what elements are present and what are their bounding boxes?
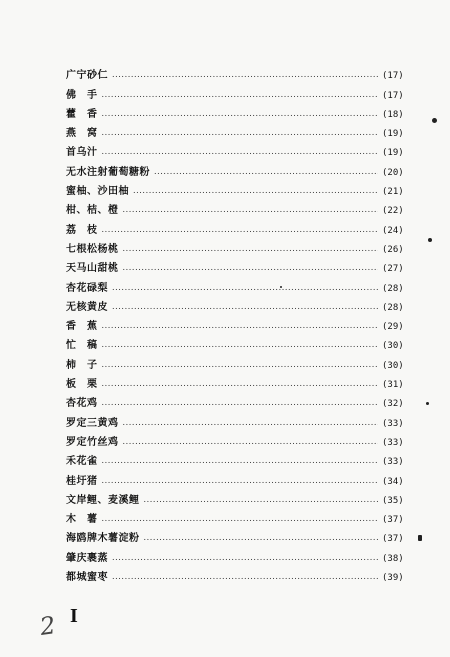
toc-dot-leader	[154, 167, 378, 176]
toc-entry	[66, 81, 402, 100]
toc-entry-page: (33)	[382, 437, 404, 448]
scan-speck	[432, 118, 437, 123]
toc-entry	[66, 294, 402, 313]
toc-dot-leader	[102, 398, 379, 407]
toc-dot-leader	[102, 379, 379, 388]
toc-entry-title: 海鸥牌木薯淀粉	[66, 533, 140, 545]
toc-entry-page: (27)	[382, 264, 404, 275]
toc-dot-leader	[112, 553, 378, 562]
toc-entry	[66, 197, 402, 216]
scan-speck	[280, 286, 282, 288]
toc-entry	[66, 255, 402, 274]
toc-dot-leader	[123, 263, 379, 272]
toc-entry-page: (21)	[382, 187, 404, 198]
toc-entry-title: 七根松杨桃	[66, 243, 119, 255]
toc-dot-leader	[102, 147, 379, 156]
scan-speck	[428, 238, 432, 242]
toc-entry	[66, 178, 402, 197]
toc-entry-title: 都城蜜枣	[66, 572, 108, 584]
toc-entry	[66, 487, 402, 506]
toc-entry-page: (18)	[382, 109, 404, 120]
toc-dot-leader	[123, 244, 379, 253]
toc-entry-page: (22)	[382, 206, 404, 217]
toc-entry-title: 蜜柚、沙田柚	[66, 186, 129, 198]
toc-dot-leader	[102, 128, 379, 137]
toc-entry	[66, 429, 402, 448]
toc-entry-title: 柑、桔、橙	[66, 205, 119, 217]
toc-entry-title: 杏花碌梨	[66, 282, 108, 294]
page-number: I	[70, 605, 78, 627]
toc-entry-page: (39)	[382, 573, 404, 584]
toc-entry	[66, 564, 402, 583]
toc-entry	[66, 101, 402, 120]
toc-entry-page: (33)	[382, 457, 404, 468]
toc-dot-leader	[112, 70, 378, 79]
table-of-contents	[66, 62, 402, 583]
toc-entry-title: 燕 窝	[66, 128, 98, 140]
toc-entry-title: 木 薯	[66, 514, 98, 526]
toc-entry-page: (17)	[382, 71, 404, 82]
toc-entry	[66, 216, 402, 235]
toc-entry-page: (33)	[382, 418, 404, 429]
scan-speck	[418, 535, 422, 541]
toc-entry-title: 首乌汁	[66, 147, 98, 159]
toc-entry-page: (17)	[382, 90, 404, 101]
toc-dot-leader	[102, 109, 379, 118]
toc-entry-page: (35)	[382, 495, 404, 506]
toc-entry-title: 佛 手	[66, 89, 98, 101]
toc-entry	[66, 525, 402, 544]
toc-entry-page: (28)	[382, 283, 404, 294]
toc-entry	[66, 506, 402, 525]
toc-dot-leader	[133, 186, 378, 195]
toc-entry-page: (32)	[382, 399, 404, 410]
toc-dot-leader	[102, 514, 379, 523]
toc-entry	[66, 409, 402, 428]
toc-entry-title: 文岸鲤、麦溪鲤	[66, 494, 140, 506]
toc-entry-page: (19)	[382, 129, 404, 140]
toc-entry-title: 天马山甜桃	[66, 263, 119, 275]
toc-entry	[66, 62, 402, 81]
toc-dot-leader	[102, 456, 379, 465]
toc-entry	[66, 120, 402, 139]
toc-entry-page: (37)	[382, 515, 404, 526]
toc-dot-leader	[102, 476, 379, 485]
toc-entry	[66, 332, 402, 351]
toc-dot-leader	[102, 90, 379, 99]
toc-dot-leader	[144, 533, 379, 542]
toc-entry-title: 无水注射葡萄糖粉	[66, 166, 150, 178]
scan-speck	[426, 402, 429, 405]
toc-entry-title: 禾花雀	[66, 456, 98, 468]
handwritten-mark: 2	[38, 611, 58, 641]
toc-dot-leader	[102, 360, 379, 369]
toc-entry-title: 无核黄皮	[66, 301, 108, 313]
toc-entry-title: 柿 子	[66, 359, 98, 371]
toc-entry-page: (31)	[382, 380, 404, 391]
toc-entry-title: 板 栗	[66, 379, 98, 391]
toc-entry-page: (34)	[382, 476, 404, 487]
toc-dot-leader	[123, 205, 379, 214]
toc-entry	[66, 274, 402, 293]
toc-entry-title: 桂圩猪	[66, 475, 98, 487]
toc-entry	[66, 467, 402, 486]
toc-dot-leader	[144, 495, 379, 504]
toc-entry-title: 荔 枝	[66, 224, 98, 236]
toc-entry	[66, 236, 402, 255]
toc-dot-leader	[112, 283, 378, 292]
toc-entry-title: 藿 香	[66, 108, 98, 120]
toc-entry-page: (37)	[382, 534, 404, 545]
toc-entry-title: 罗定三黄鸡	[66, 417, 119, 429]
toc-entry-page: (20)	[382, 167, 404, 178]
toc-entry-page: (30)	[382, 360, 404, 371]
toc-entry-title: 肇庆裹蒸	[66, 552, 108, 564]
toc-entry-title: 香 蕉	[66, 321, 98, 333]
toc-entry-page: (19)	[382, 148, 404, 159]
toc-entry-page: (28)	[382, 302, 404, 313]
toc-entry-title: 忙 稿	[66, 340, 98, 352]
toc-entry-title: 杏花鸡	[66, 398, 98, 410]
toc-dot-leader	[123, 437, 379, 446]
toc-entry	[66, 371, 402, 390]
toc-entry-page: (30)	[382, 341, 404, 352]
toc-dot-leader	[123, 418, 379, 427]
toc-entry	[66, 390, 402, 409]
toc-entry-title: 广宁砂仁	[66, 70, 108, 82]
toc-entry-page: (29)	[382, 322, 404, 333]
toc-entry	[66, 313, 402, 332]
toc-entry	[66, 544, 402, 563]
toc-entry	[66, 448, 402, 467]
toc-entry-page: (26)	[382, 244, 404, 255]
toc-entry	[66, 139, 402, 158]
toc-dot-leader	[102, 340, 379, 349]
toc-dot-leader	[102, 225, 379, 234]
toc-entry-page: (38)	[382, 553, 404, 564]
toc-dot-leader	[112, 572, 378, 581]
toc-entry	[66, 158, 402, 177]
toc-entry-page: (24)	[382, 225, 404, 236]
toc-dot-leader	[102, 321, 379, 330]
toc-dot-leader	[112, 302, 378, 311]
toc-entry	[66, 351, 402, 370]
toc-entry-title: 罗定竹丝鸡	[66, 436, 119, 448]
